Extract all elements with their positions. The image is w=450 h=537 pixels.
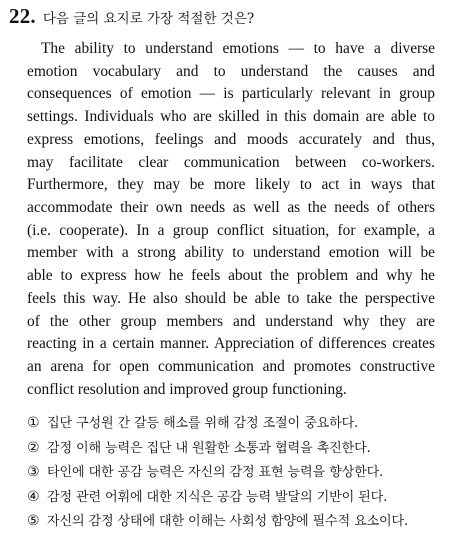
passage-line: conflict resolution and improved group functioning.: [27, 380, 347, 398]
passage-line: Furthermore, they may be more likely to act in ways that: [27, 176, 435, 194]
answer-choice-2[interactable]: [27, 437, 439, 462]
passage-line: express emotions, feelings and moods accurately and thus,: [27, 130, 435, 148]
choice-marker: ①: [27, 415, 40, 431]
choice-text: 타인에 대한 공감 능력은 자신의 감정 표현 능력을 향상한다.: [47, 465, 384, 480]
choice-marker: ⑤: [27, 513, 40, 529]
choice-text: 집단 구성원 간 갈등 해소를 위해 감정 조절이 중요하다.: [47, 416, 359, 431]
choice-text: 자신의 감정 상태에 대한 이해는 사회성 함양에 필수적 요소이다.: [47, 514, 409, 529]
choice-marker: ④: [27, 488, 40, 505]
passage-line: an arena for open communication and promotes constructive: [27, 358, 435, 376]
passage-line: emotion vocabulary and to understand the causes and: [27, 62, 435, 80]
passage-line: settings. Individuals who are skilled in this domain are able to: [27, 108, 435, 126]
reading-passage: [27, 38, 435, 402]
answer-choice-5[interactable]: [27, 510, 439, 535]
passage-line: member with a strong ability to understand emotion will be: [27, 244, 435, 262]
question-header: [9, 4, 254, 29]
passage-line: feels this way. He also should be able to take the perspective: [27, 289, 435, 307]
answer-choice-1[interactable]: [27, 412, 439, 437]
passage-line: of the other group members and understand why they are: [27, 312, 435, 330]
passage-line: consequences of emotion — is particularly relevant in group: [27, 85, 435, 103]
passage-line: reacting in a certain manner. Appreciation of differences creates: [27, 335, 435, 353]
passage-line: able to express how he feels about the problem and why he: [27, 267, 435, 285]
choice-text: 감정 이해 능력은 집단 내 원활한 소통과 협력을 촉진한다.: [47, 440, 371, 456]
passage-line: (i.e. cooperate). In a group conflict situation, for example, a: [27, 221, 435, 239]
question-prompt: 다음 글의 요지로 가장 적절한 것은?: [42, 11, 255, 27]
passage-line: may facilitate clear communication between co-workers.: [27, 153, 435, 171]
choice-marker: ②: [27, 439, 40, 456]
passage-line: The ability to understand emotions — to have a diverse: [41, 40, 435, 57]
answer-choices: [27, 412, 439, 535]
passage-line: accommodate their own needs as well as the needs of others: [27, 199, 435, 217]
choice-text: 감정 관련 어휘에 대한 지식은 공감 능력 발달의 기반이 된다.: [47, 489, 388, 505]
answer-choice-3[interactable]: [27, 461, 439, 486]
question-number: 22.: [9, 4, 36, 28]
choice-marker: ③: [27, 464, 40, 480]
answer-choice-4[interactable]: [27, 486, 439, 511]
